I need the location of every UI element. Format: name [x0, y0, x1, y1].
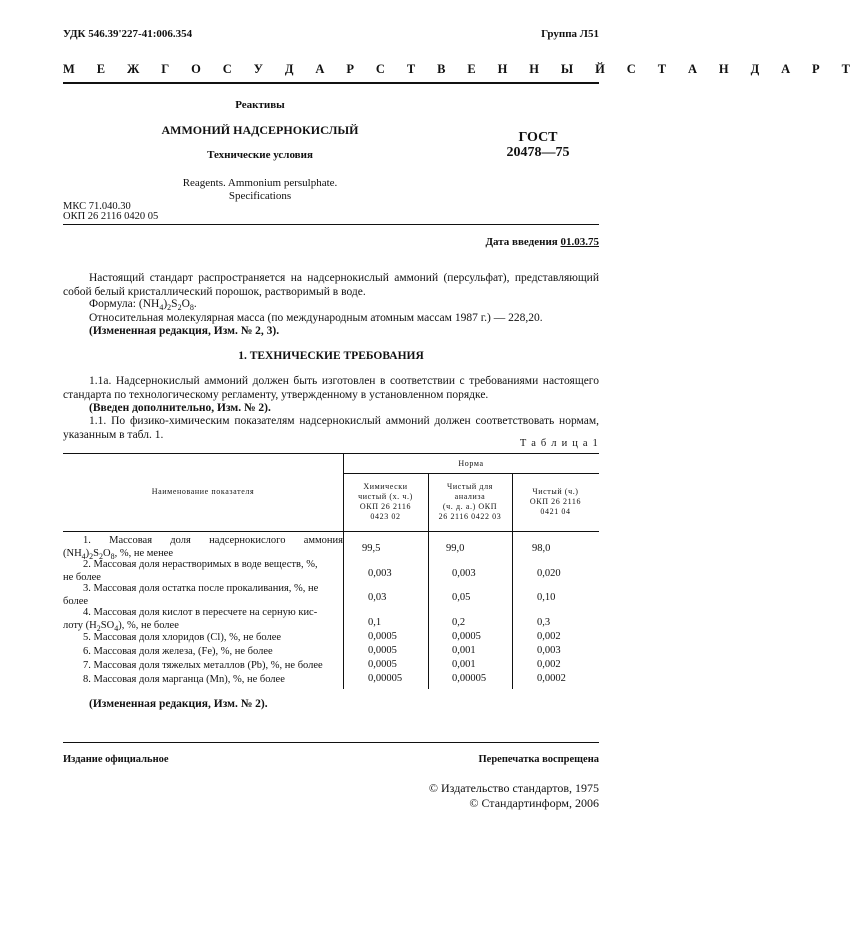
- section-heading: 1. ТЕХНИЧЕСКИЕ ТРЕБОВАНИЯ: [238, 350, 424, 362]
- footer-rule: [63, 742, 599, 743]
- table-row-6-name: 6. Массовая доля железа, (Fe), %, не более: [83, 646, 273, 657]
- intro-date-label: Дата введения: [485, 236, 561, 248]
- doc-title: АММОНИЙ НАДСЕРНОКИСЛЫЙ: [161, 123, 359, 137]
- table-row-5-v2: 0,0005: [452, 631, 481, 642]
- table-row-4-v1: 0,1: [368, 617, 382, 628]
- table-row-7-v3: 0,002: [537, 659, 561, 670]
- table-row-6-v2: 0,001: [452, 645, 476, 656]
- table-row-6-v1: 0,0005: [368, 645, 397, 656]
- table-row-5-v3: 0,002: [537, 631, 561, 642]
- col-header-norm: Норма: [458, 459, 484, 468]
- grade-header-chem-pure: Химически чистый (х. ч.) ОКП 26 2116 0423 02: [358, 482, 413, 521]
- table-row-2-name: 2. Массовая доля нерастворимых в воде веществ, %, не более: [63, 559, 318, 583]
- table-row-8-v3: 0,0002: [537, 673, 566, 684]
- formula: $(NH_4)_2S_2O_8$.: [138, 298, 197, 312]
- okp-code: ОКП 26 2116 0420 05: [63, 211, 159, 222]
- table-row-3-v3: 0,10: [537, 592, 556, 603]
- copyright-2006: © Стандартинформ, 2006: [469, 796, 599, 810]
- grade-header-pure: Чистый (ч.) ОКП 26 2116 0421 04: [529, 487, 582, 516]
- table-row-2-v1: 0,003: [368, 568, 392, 579]
- mks-code: МКС 71.040.30: [63, 201, 131, 212]
- table-row-3-name: 3. Массовая доля остатка после прокаливания, %, не более: [63, 583, 319, 607]
- clause-1-1a: 1.1а. Надсернокислый аммоний должен быть изготовлен в соответствии с требованиями настоящего стандарта по технологическому регламенту, утвержденному в установленном порядке.: [63, 375, 599, 401]
- table-row-3-v2: 0,05: [452, 592, 471, 603]
- table-caption: Т а б л и ц а 1: [519, 438, 599, 449]
- table-top-rule: [63, 453, 599, 454]
- gost-number: 20478—75: [506, 145, 570, 160]
- reprint-notice: Перепечатка воспрещена: [478, 754, 599, 765]
- molecular-mass: Относительная молекулярная масса (по международным атомным массам 1987 г.) — 228,20.: [89, 312, 543, 324]
- table-row-8-name: 8. Массовая доля марганца (Mn), %, не более: [83, 674, 285, 685]
- table-row-2-v3: 0,020: [537, 568, 561, 579]
- table-header-rule: [63, 531, 599, 532]
- official-edition: Издание официальное: [63, 754, 169, 765]
- table-row-1-name: 1. Массовая доля надсернокислого аммония $(NH_4)_2S_2O_8$, %, не менее: [63, 535, 343, 561]
- doc-subtitle: Технические условия: [207, 149, 313, 161]
- doc-category: Реактивы: [235, 99, 285, 111]
- english-title-line2: Specifications: [228, 190, 292, 202]
- intro-date: [485, 236, 599, 248]
- edit-note-2: (Измененная редакция, Изм. № 2).: [89, 698, 268, 710]
- table-row-7-v2: 0,001: [452, 659, 476, 670]
- norm-header-rule: [343, 473, 599, 474]
- english-title-line1: Reagents. Ammonium persulphate.: [182, 177, 338, 189]
- copyright-1975: © Издательство стандартов, 1975: [428, 781, 599, 795]
- table-row-5-name: 5. Массовая доля хлоридов (Cl), %, не более: [83, 632, 282, 643]
- table-row-2-v2: 0,003: [452, 568, 476, 579]
- title-rule: [63, 224, 599, 225]
- table-row-6-v3: 0,003: [537, 645, 561, 656]
- col-header-name: Наименование показателя: [151, 487, 255, 496]
- formula-label: Формула:: [89, 298, 139, 310]
- table-row-5-v1: 0,0005: [368, 631, 397, 642]
- edit-note-1: (Измененная редакция, Изм. № 2, 3).: [89, 325, 280, 337]
- standard-banner: М Е Ж Г О С У Д А Р С Т В Е Н Н Ы Й С Т А Н Д А Р Т: [63, 62, 851, 76]
- intro-date-value: 01.03.75: [560, 236, 599, 248]
- table-row-8-v1: 0,00005: [368, 673, 403, 684]
- header-rule: [63, 82, 599, 84]
- grade-header-analysis-pure: Чистый для анализа (ч. д. а.) ОКП 26 2116 0422 03: [438, 482, 502, 521]
- intro-paragraph: Настоящий стандарт распространяется на надсернокислый аммоний (персульфат), представляющий собой белый кристаллический порошок, растворимый в воде.: [63, 272, 599, 298]
- clause-1-1: 1.1. По физико-химическим показателям надсернокислый аммоний должен соответствовать нормам, указанным в табл. 1.: [63, 415, 599, 441]
- table-row-1-v3: 98,0: [532, 543, 551, 554]
- udk-code: УДК 546.39'227-41:006.354: [63, 28, 193, 40]
- table-row-3-v1: 0,03: [368, 592, 387, 603]
- gost-label: ГОСТ: [518, 130, 558, 145]
- group-code: Группа Л51: [541, 28, 599, 40]
- table-row-8-v2: 0,00005: [452, 673, 487, 684]
- table-row-4-name: 4. Массовая доля кислот в пересчете на серную кис- лоту $(H_2SO_4)$, %, не более: [63, 607, 318, 633]
- table-row-1-v2: 99,0: [446, 543, 465, 554]
- added-note: (Введен дополнительно, Изм. № 2).: [89, 402, 271, 414]
- table-row-7-v1: 0,0005: [368, 659, 397, 670]
- table-row-4-v3: 0,3: [537, 617, 551, 628]
- table-row-4-v2: 0,2: [452, 617, 466, 628]
- table-row-7-name: 7. Массовая доля тяжелых металлов (Pb), %, не более: [83, 660, 323, 671]
- table-row-1-v1: 99,5: [362, 543, 381, 554]
